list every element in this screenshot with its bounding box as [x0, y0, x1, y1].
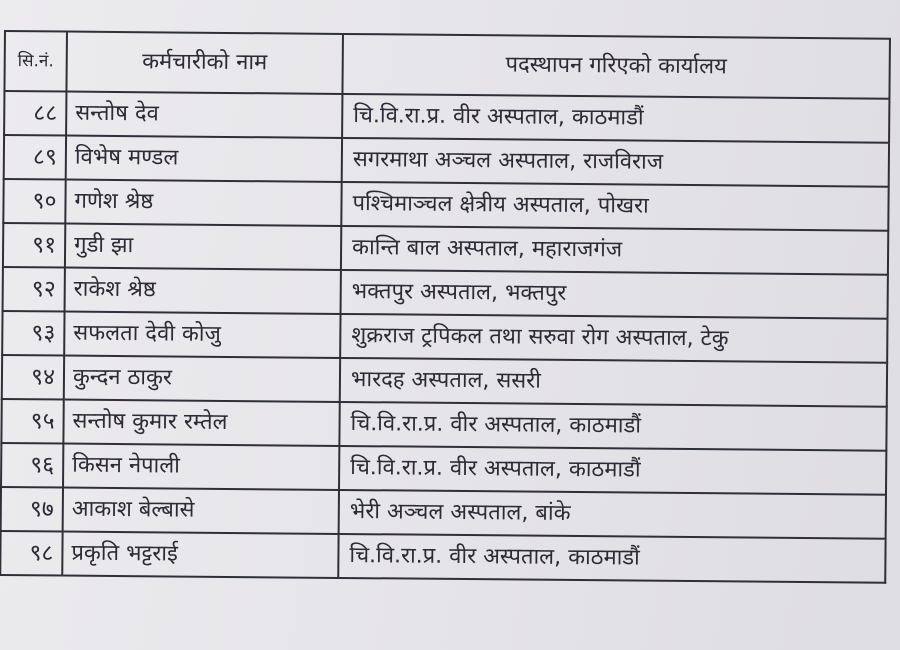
table-row — [2, 311, 887, 363]
table-row — [2, 355, 887, 407]
table-row — [3, 179, 888, 231]
posted-office-cell: सगरमाथा अञ्चल अस्पताल, राजविराज — [342, 138, 889, 187]
table-row — [4, 91, 889, 143]
employee-name-cell: गणेश श्रेष्ठ — [65, 180, 341, 226]
serial-number-cell: ९१ — [3, 223, 65, 268]
posted-office-cell: कान्ति बाल अस्पताल, महाराजगंज — [341, 226, 888, 275]
table-header-row — [4, 31, 889, 99]
header-employee-name: कर्मचारीको नाम — [66, 32, 343, 94]
posted-office-cell: चि.वि.रा.प्र. वीर अस्पताल, काठमाडौं — [342, 94, 889, 143]
posted-office-cell: भारदह अस्पताल, ससरी — [340, 358, 887, 407]
posted-office-cell: चि.वि.रा.प्र. वीर अस्पताल, काठमाडौं — [339, 446, 886, 495]
table-row — [3, 267, 888, 319]
serial-number-cell: ९७ — [1, 487, 63, 532]
employee-name-cell: विभेष मण्डल — [66, 136, 342, 182]
table-row — [1, 443, 886, 495]
posted-office-cell: भक्तपुर अस्पताल, भक्तपुर — [341, 270, 888, 319]
table-row — [1, 399, 886, 451]
posted-office-cell: चि.वि.रा.प्र. वीर अस्पताल, काठमाडौं — [339, 402, 886, 451]
posted-office-cell: भेरी अञ्चल अस्पताल, बांके — [339, 490, 886, 539]
posted-office-cell: पश्चिमाञ्चल क्षेत्रीय अस्पताल, पोखरा — [341, 182, 888, 231]
serial-number-cell: ९५ — [1, 399, 63, 444]
employee-name-cell: आकाश बेल्बासे — [63, 488, 339, 534]
serial-number-cell: ९२ — [3, 267, 65, 312]
employee-name-cell: राकेश श्रेष्ठ — [65, 268, 341, 314]
serial-number-cell: ९३ — [2, 311, 64, 356]
table-row — [3, 223, 888, 275]
serial-number-cell: ९४ — [2, 355, 64, 400]
employee-name-cell: सफलता देवी कोजु — [64, 312, 340, 358]
employee-name-cell: सन्तोष कुमार रम्तेल — [63, 400, 339, 446]
employee-name-cell: किसन नेपाली — [63, 444, 339, 490]
table-row — [4, 135, 889, 187]
table-row — [1, 487, 886, 539]
employee-name-cell: प्रकृति भट्टराई — [62, 532, 338, 578]
header-posted-office: पदस्थापन गरिएको कार्यालय — [342, 34, 890, 99]
staff-posting-table — [0, 30, 891, 584]
serial-number-cell: ९६ — [1, 443, 63, 488]
staff-posting-sheet — [0, 30, 894, 614]
serial-number-cell: ९० — [3, 179, 65, 224]
employee-name-cell: गुडी झा — [65, 224, 341, 270]
posted-office-cell: शुक्रराज ट्रपिकल तथा सरुवा रोग अस्पताल, टेकु — [340, 314, 887, 363]
serial-number-cell: ८९ — [4, 135, 66, 180]
header-serial-number: सि.नं. — [4, 31, 67, 92]
table-row — [0, 531, 885, 583]
employee-name-cell: कुन्दन ठाकुर — [64, 356, 340, 402]
serial-number-cell: ९८ — [0, 531, 62, 576]
serial-number-cell: ८८ — [4, 91, 66, 136]
posted-office-cell: चि.वि.रा.प्र. वीर अस्पताल, काठमाडौं — [338, 534, 885, 583]
employee-name-cell: सन्तोष देव — [66, 92, 342, 138]
